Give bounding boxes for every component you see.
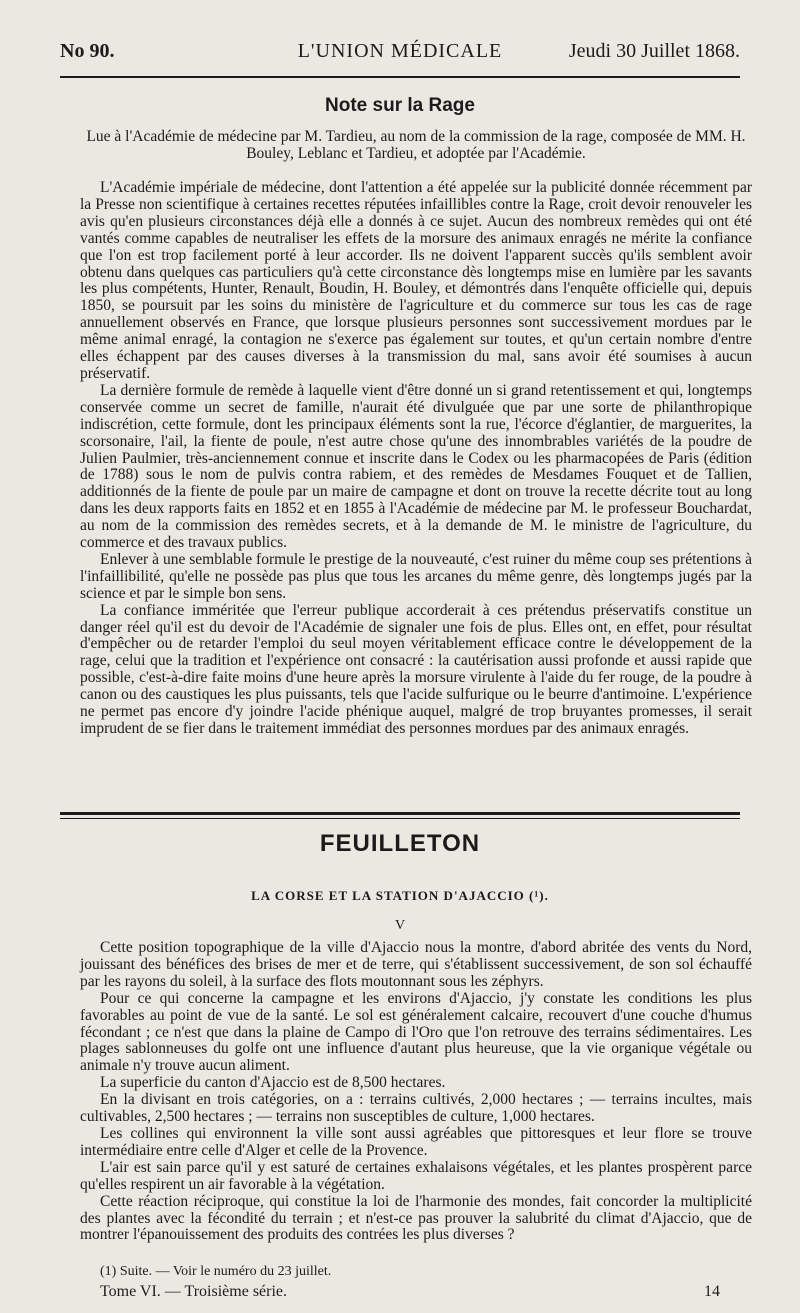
note-paragraph: Enlever à une semblable formule le prestige de la nouveauté, c'est ruiner du même coup ses prétentions à l'infaillibilité, qu'elle ne possède pas plus que tous les arcanes du même genre, dès longtemps jugés par la science et par le simple bon sens. bbox=[80, 550, 752, 602]
note-paragraph: La dernière formule de remède à laquelle vient d'être donné un si grand retentissement et qui, longtemps conservée comme un secret de famille, n'aurait été divulguée que par une sorte de philanthropique indiscrétion, cette formule, dont les principaux éléments sont la rue, l'écorce d'églantier, de marguerites, la scorsonaire, l'ail, la fiente de poule, n'est autre chose qu'une des innombrables variétés de la poudre de Julien Paulmier, très-anciennement connue et inscrite dans le Codex ou les pharmacopées de Paris (édition de 1788) sous le nom de pulvis contra rabiem, et des remèdes de Mesdames Fouquet et de Tallien, additionnés de la fiente de poule par un maire de campagne et dont on trouve la recette décrite tout au long dans les deux rapports faits en 1852 et en 1855 à l'Académie de médecine par M. le professeur Bouchardat, au nom de la commission des remèdes secrets, et à la demande de M. le ministre de l'agriculture, du commerce et des travaux publics. bbox=[80, 381, 752, 552]
feuilleton-paragraph: L'air est sain parce qu'il y est saturé de certaines exhalaisons végétales, et les plantes prospèrent parce qu'elles respirent un air favorable à la végétation. bbox=[80, 1158, 752, 1193]
section-number: V bbox=[394, 918, 406, 933]
issue-number: No 90. bbox=[60, 40, 115, 62]
note-subtitle: Lue à l'Académie de médecine par M. Tardieu, au nom de la commission de la rage, composée de MM. H. Bouley, Leblanc et Tardieu, et adoptée par l'Académie. bbox=[86, 128, 746, 162]
note-paragraph: L'Académie impériale de médecine, dont l'attention a été appelée sur la publicité donnée récemment par la Presse non scientifique à certaines recettes réputées infaillibles contre la Rage, croit devoir renouveler les avis qu'en plusieurs circonstances déjà elle a donnés à ce sujet. Aucun des nombreux remèdes qui ont été vantés comme capables de neutraliser les effets de la morsure des animaux enragés ne mérite la confiance que l'on est trop facilement porté à leur accorder. Ils ne doivent l'apparent succès qu'ils semblent avoir obtenu dans quelques cas particuliers qu'à cette circonstance dès longtemps mise en lumière par les savants les plus compétents, Hunter, Renault, Boudin, H. Bouley, et démontrés dans l'enquête officielle qui, depuis 1850, se poursuit par les soins du ministère de l'agriculture et du commerce sur tous les cas de rage annuellement observés en France, que lorsque plusieurs personnes sont successivement mordues par le même animal enragé, la contagion ne s'exerce pas également sur toutes, et qu'un certain nombre d'entre elles échappent par des causes diverses à la transmission du mal, sans avoir été soumises à aucun préservatif. bbox=[80, 179, 752, 382]
section-rule bbox=[60, 812, 740, 815]
feuilleton-paragraph: Cette position topographique de la ville d'Ajaccio nous la montre, d'abord abritée des vents du Nord, jouissant des bénéfices des brises de mer et de terre, qui s'établissent successivement, de son sol échauffé par les rayons du soleil, à la surface des flots moutonnant sous les zéphyrs. bbox=[80, 939, 752, 990]
feuilleton-paragraph: Pour ce qui concerne la campagne et les environs d'Ajaccio, j'y constate les conditions les plus favorables au point de vue de la santé. Le sol est généralement calcaire, recouvert d'une couche d'humus fécondant ; ce n'est que dans la plaine de Campo di l'Oro que l'on retrouve des terrains sédimentaires. Les plages sablonneuses du golfe ont une influence d'autant plus heureuse, que la vie organique végétale ou animale n'y trouve aucun aliment. bbox=[80, 989, 752, 1075]
note-title: Note sur la Rage bbox=[325, 95, 475, 116]
feuilleton-paragraph: Cette réaction réciproque, qui constitue la loi de l'harmonie des mondes, fait concorder la multiplicité des plantes avec la fécondité du terrain ; et n'est-ce pas prouver la salubrité du climat d'Ajaccio, que de montrer l'épanouissement des produits des contrées les plus diverses ? bbox=[80, 1192, 752, 1244]
feuilleton-heading: LA CORSE ET LA STATION D'AJACCIO (¹). bbox=[251, 888, 549, 903]
sheet-number: 14 bbox=[704, 1283, 720, 1300]
feuilleton-paragraph: Les collines qui environnent la ville sont aussi agréables que pittoresques et leur flore se trouve intermédiaire entre celle d'Alger et celle de la Provence. bbox=[80, 1124, 752, 1159]
section-rule-thin bbox=[60, 818, 740, 819]
feuilleton-body bbox=[80, 940, 752, 1244]
note-paragraph: La confiance imméritée que l'erreur publique accorderait à ces prétendus préservatifs constitue un danger réel qu'il est du devoir de l'Académie de signaler une fois de plus. Elles ont, en effet, pour résultat d'empêcher ou de retarder l'emploi du seul moyen véritablement efficace contre le développement de la rage, celui que la tradition et l'expérience ont consacré : la cautérisation aussi profonde et aussi rapide que possible, c'est-à-dire faite moins d'une heure après la morsure virulente à l'aide du fer rouge, de la poudre à canon ou des caustiques les plus puissants, tels que l'acide sulfurique ou le beurre d'antimoine. L'expérience ne permet pas encore d'y joindre l'acide phénique auquel, malgré de trop bruyantes promesses, il serait imprudent de se fier dans le traitement immédiat des personnes mordues par des animaux enragés. bbox=[80, 601, 752, 737]
feuilleton-paragraph: La superficie du canton d'Ajaccio est de 8,500 hectares. bbox=[100, 1074, 446, 1092]
journal-title: L'UNION MÉDICALE bbox=[297, 40, 503, 62]
feuilleton-title: FEUILLETON bbox=[319, 830, 481, 857]
volume-info: Tome VI. — Troisième série. bbox=[100, 1283, 288, 1300]
footnote: (1) Suite. — Voir le numéro du 23 juillet. bbox=[100, 1264, 332, 1279]
header-rule bbox=[60, 76, 740, 78]
issue-date: Jeudi 30 Juillet 1868. bbox=[568, 40, 740, 62]
note-body bbox=[80, 180, 752, 738]
feuilleton-paragraph: En la divisant en trois catégories, on a : terrains cultivés, 2,000 hectares ; — terrains incultes, mais cultivables, 2,500 hectares ; — terrains non susceptibles de culture, 1,000 hectares. bbox=[80, 1091, 752, 1126]
page-header bbox=[60, 36, 740, 66]
